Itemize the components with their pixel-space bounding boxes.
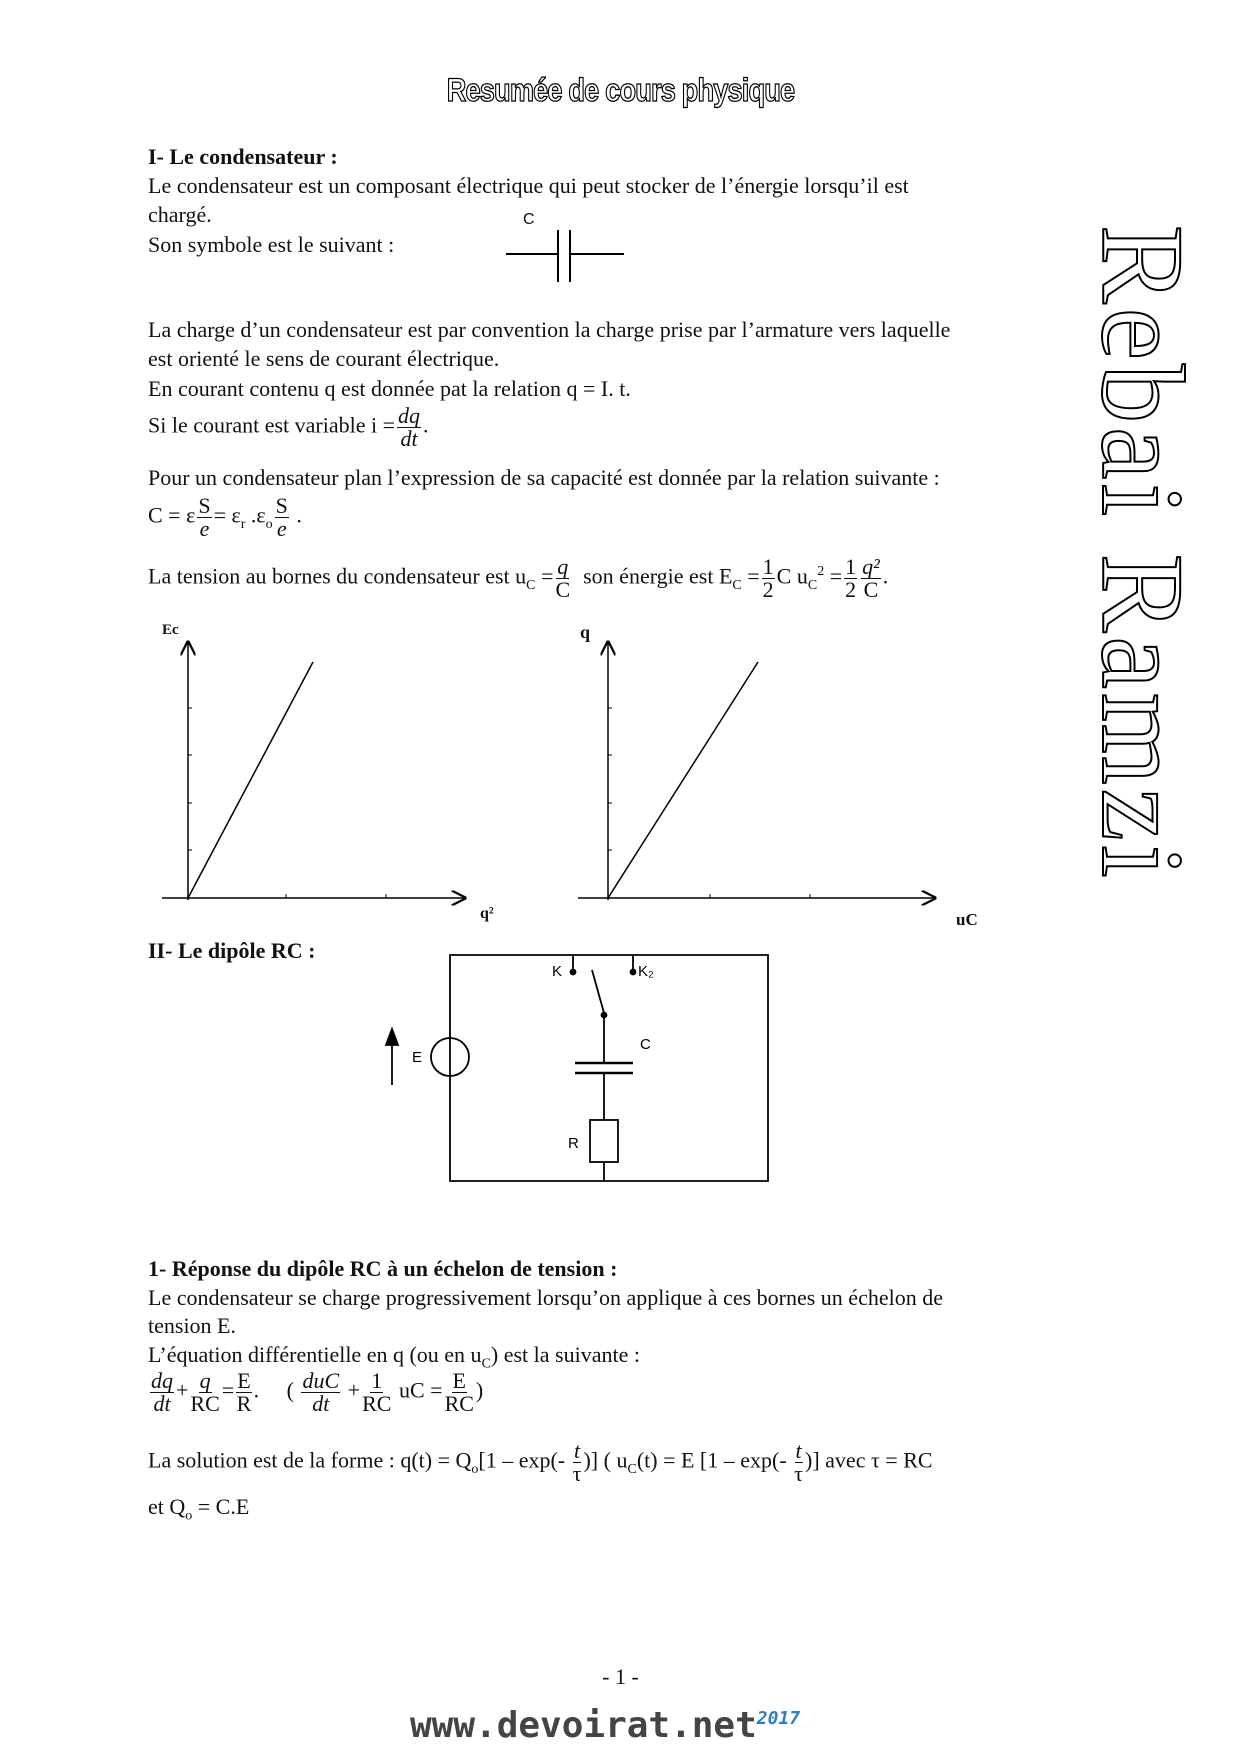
graph1-ylabel: Ec — [162, 622, 179, 638]
paragraph: Le condensateur se charge progressivement lorsqu’on applique à ces bornes un échelon de — [148, 1285, 943, 1310]
paragraph: Pour un condensateur plan l’expression de sa capacité est donnée par la relation suivante : — [148, 465, 940, 490]
section-heading-condensateur: I- Le condensateur : — [148, 144, 338, 169]
paragraph: En courant contenu q est donnée pat la relation q = I. t. — [148, 376, 631, 401]
capacitor-c-label: C — [640, 1036, 651, 1053]
graphs — [150, 620, 1000, 940]
formula-capacity: C = ε $\frac{S}{e}$ = $\varepsilon_r$ $.\varepsilon_o$ $\frac{S}{e}$ . — [148, 493, 302, 541]
page-number: - 1 - — [602, 1664, 639, 1689]
capacitor-label: C — [523, 211, 535, 228]
capacitor-symbol-icon — [500, 228, 630, 284]
formula-energy: La tension au bornes du condensateur est $u_C$ = $\frac{q}{C}$ son énergie est $E_C$ = $\frac{1}{2}$ C $u_C^2$ = $\frac{1}{2}$ $\frac{\text{q²}}{C}$ . — [148, 554, 889, 602]
paragraph: Le condensateur est un composant électrique qui peut stocker de l’énergie lorsqu’il est — [148, 173, 909, 198]
graph1-xlabel: q² — [480, 905, 494, 922]
paragraph: Son symbole est le suivant : — [148, 232, 395, 257]
paragraph: tension E. — [148, 1313, 236, 1338]
rc-circuit-diagram — [380, 945, 780, 1190]
differential-equation: $\frac{dq}{dt}$ + $\frac{q}{RC}$ = $\frac{E}{R}$ . ( $\frac{\text{duC}}{dt}$ + $\frac{1}{RC}$ uC = $\frac{E}{RC}$ ) — [151, 1368, 484, 1416]
resistor-r-label: R — [568, 1135, 579, 1152]
section-heading-rc: II- Le dipôle RC : — [148, 938, 316, 963]
paragraph: chargé. — [148, 202, 212, 227]
qo-formula: et $Q_o = C.E$ — [148, 1494, 250, 1524]
line-ec — [188, 662, 313, 898]
switch-k2-label: K₂ — [638, 963, 654, 980]
paragraph: L’équation différentielle en q (ou en $u_C$) est la suivante : — [148, 1342, 640, 1372]
graph2-xlabel: uC — [956, 910, 978, 929]
solution-formula: La solution est de la forme : $q(t) = Q_o[1 - \exp(-$ $\frac{t}{\tau}$ )] ( $u_C(t) = E$ [1 – exp(- $\frac{t}{\tau}$ )] avec τ = RC — [148, 1438, 933, 1486]
paragraph: La charge d’un condensateur est par convention la charge prise par l’armature vers laquelle — [148, 317, 951, 342]
line-q — [608, 662, 758, 898]
generator-e-label: E — [412, 1049, 423, 1066]
paragraph: est orienté le sens de courant électrique. — [148, 346, 500, 371]
graph-q-vs-uc — [578, 642, 935, 900]
site-logo[interactable]: www.devoirat.net$^{2017}$ — [410, 1705, 801, 1746]
graph-energy-vs-q2 — [162, 642, 465, 900]
page-title: Resumée de cours physique — [446, 72, 795, 108]
author-watermark: Rebai Ramzi — [1077, 225, 1208, 882]
graph2-ylabel: q — [580, 622, 591, 642]
section-heading-rc-step: 1- Réponse du dipôle RC à un échelon de tension : — [148, 1256, 618, 1281]
formula-current: Si le courant est variable i = $\frac{dq}{dt}$ . — [148, 403, 429, 451]
switch-k-label: K — [552, 963, 563, 980]
